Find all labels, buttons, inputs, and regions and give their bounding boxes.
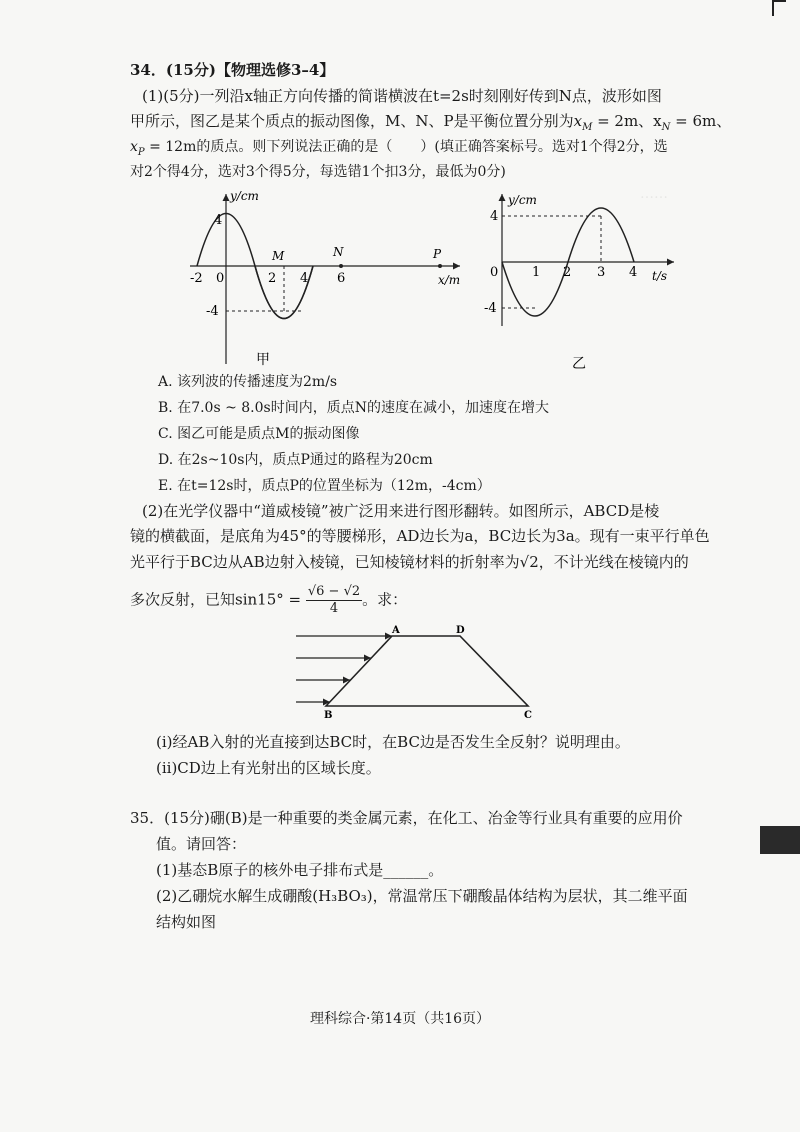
vertex-B: B — [324, 710, 333, 720]
vertex-A: A — [392, 625, 400, 636]
point-M-label: M — [272, 249, 285, 263]
point-P — [438, 264, 442, 268]
q35-line2: 值。请回答： — [156, 835, 247, 853]
tick-y4: 4 — [214, 213, 223, 228]
q34-title: 34．(15分)【物理选修3–4】 — [130, 61, 335, 79]
q35-line5: 结构如图 — [156, 913, 217, 931]
sin15-fraction: $\frac{√6 - √2}{4}$ — [307, 584, 361, 616]
vibration-graph-yi — [484, 186, 684, 376]
tick-x4: 4 — [300, 271, 309, 286]
q34-p1-line1: (1)(5分)一列沿x轴正方向传播的简谐横波在t=2s时刻刚好传到N点，波形如图 — [142, 87, 662, 105]
prism-diagram — [292, 624, 542, 720]
crop-corner-mark — [772, 0, 786, 16]
q34-sub-ii: (ⅱ)CD边上有光射出的区域长度。 — [156, 759, 381, 777]
scan-edge-block — [760, 826, 800, 854]
x-label: x/m — [438, 273, 461, 287]
q35-line3: (1)基态B原子的核外电子排布式是______。 — [156, 861, 444, 879]
tick-y4: 4 — [490, 209, 499, 224]
tick-t2: 2 — [563, 265, 572, 280]
option-e: E. 在t=12s时，质点P的位置坐标为（12m，-4cm） — [158, 478, 491, 494]
q34-p2-line1: (2)在光学仪器中“道威棱镜”被广泛用来进行图形翻转。如图所示，ABCD是棱 — [142, 502, 660, 520]
vertex-D: D — [456, 625, 465, 636]
point-N-label: N — [333, 245, 344, 259]
option-a: A. 该列波的传播速度为2m/s — [158, 374, 338, 390]
tick-x0: 0 — [216, 271, 225, 286]
option-b: B. 在7.0s ~ 8.0s时间内，质点N的速度在减小，加速度在增大 — [158, 400, 549, 416]
point-P-label: P — [433, 247, 442, 261]
option-c: C. 图乙可能是质点M的振动图像 — [158, 426, 360, 442]
tick-yn4: -4 — [484, 301, 497, 316]
t-label: t/s — [652, 269, 668, 283]
q35-line4: (2)乙硼烷水解生成硼酸(H₃BO₃)，常温常压下硼酸晶体结构为层状，其二维平面 — [156, 887, 688, 905]
wave-graph-jia — [180, 186, 470, 376]
point-N — [339, 264, 343, 268]
bleed-through-text: …… — [640, 186, 668, 202]
caption-jia: 甲 — [256, 352, 270, 368]
tick-t1: 1 — [532, 265, 541, 280]
option-d: D. 在2s~10s内，质点P通过的路程为20cm — [158, 452, 433, 468]
tick-x6: 6 — [337, 271, 346, 286]
q34-p1-line4: 对2个得4分，选对3个得5分，每选错1个扣3分，最低为0分) — [130, 164, 506, 180]
q34-p2-line4: 多次反射，已知sin15° = $\frac{√6 - √2}{4}$ 。求： — [130, 584, 408, 616]
trapezoid-ABCD — [326, 636, 528, 706]
vertex-C: C — [524, 710, 532, 720]
tick-t0: 0 — [490, 265, 499, 280]
caption-yi: 乙 — [572, 356, 586, 372]
y-label: y/cm — [508, 193, 537, 207]
q34-p1-line2: 甲所示，图乙是某个质点的振动图像，M、N、P是平衡位置分别为$x_M = 2m$、$x_N = 6m$、 — [130, 112, 732, 133]
q34-p2-line3: 光平行于BC边从AB边射入棱镜，已知棱镜材料的折射率为√2，不计光线在棱镜内的 — [130, 553, 689, 571]
q34-p1-line3: $x_P = 12m$的质点。则下列说法正确的是（ ）(填正确答案标号。选对1个得2分，选 — [130, 139, 668, 158]
tick-t3: 3 — [597, 265, 606, 280]
tick-t4: 4 — [629, 265, 638, 280]
tick-xn2: -2 — [190, 271, 203, 286]
tick-x2: 2 — [268, 271, 277, 286]
q35-line1: 35．(15分)硼(B)是一种重要的类金属元素，在化工、冶金等行业具有重要的应用价 — [130, 809, 683, 827]
tick-yn4: -4 — [206, 304, 219, 319]
q34-p2-line2: 镜的横截面，是底角为45°的等腰梯形，AD边长为a，BC边长为3a。现有一束平行单色 — [130, 527, 710, 545]
q34-sub-i: (ⅰ)经AB入射的光直接到达BC时，在BC边是否发生全反射？说明理由。 — [156, 733, 630, 751]
page-footer: 理科综合·第14页（共16页） — [309, 1011, 491, 1027]
y-label: y/cm — [230, 189, 259, 203]
